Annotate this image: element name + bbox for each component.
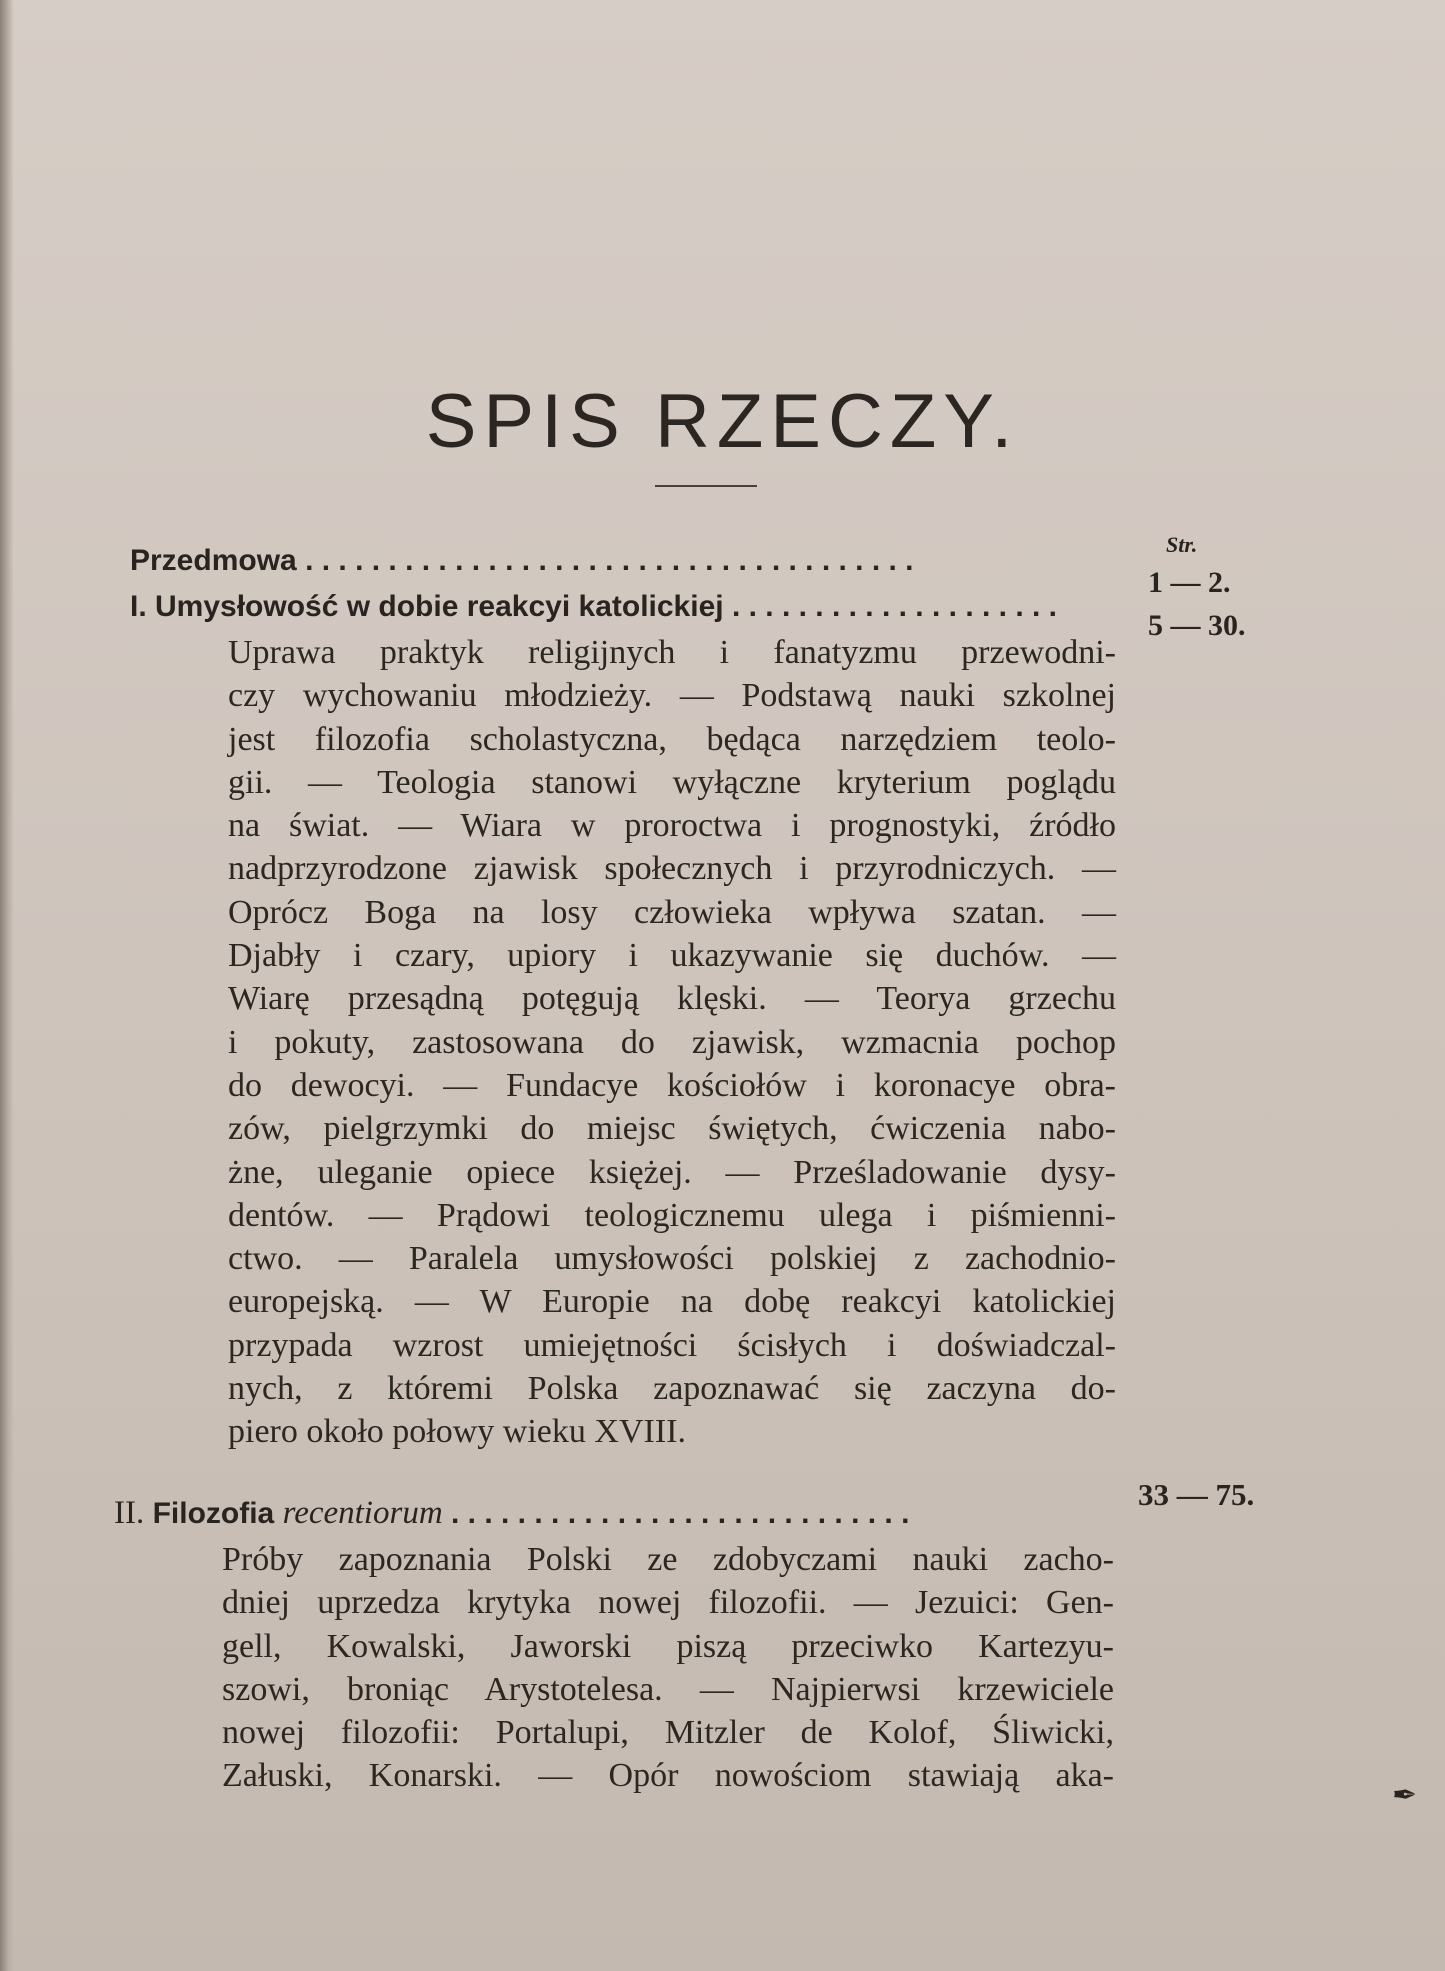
summary-line: czy wychowaniu młodzieży. — Podstawą nauki szkolnej bbox=[228, 677, 1116, 715]
toc-entry-label: I. Umysłowość w dobie reakcyi katolickiej bbox=[130, 590, 724, 623]
toc-entry-pages: 33 — 75. bbox=[1138, 1477, 1255, 1512]
toc-entry-preface bbox=[130, 544, 1150, 586]
toc-entry-label-italic: recentiorum bbox=[282, 1495, 443, 1531]
page-column-label: Str. bbox=[1166, 532, 1198, 557]
summary-line: Próby zapoznania Polski ze zdobyczami nauki zacho- bbox=[222, 1541, 1114, 1578]
summary-line: żne, uleganie opiece księżej. — Prześladowanie dysy- bbox=[228, 1153, 1116, 1191]
title-rule bbox=[655, 485, 757, 487]
toc-leader-dots: . . . . . . . . . . . . . . . . . . . . . . . . . . . . . . . . . . . . . bbox=[305, 544, 914, 577]
summary-line: gell, Kowalski, Jaworski piszą przeciwko Kartezyu- bbox=[222, 1627, 1114, 1665]
summary-line: nowej filozofii: Portalupi, Mitzler de Kolof, Śliwicki, bbox=[222, 1714, 1114, 1752]
summary-line: Załuski, Konarski. — Opór nowościom stawiają aka- bbox=[222, 1757, 1114, 1795]
page-title: SPIS RZECZY. bbox=[425, 379, 1020, 464]
summary-line: szowi, broniąc Arystotelesa. — Najpierwsi krzewiciele bbox=[222, 1670, 1114, 1708]
summary-line: Uprawa praktyk religijnych i fanatyzmu przewodni- bbox=[228, 634, 1116, 671]
summary-line: i pokuty, zastosowana do zjawisk, wzmacnia pochop bbox=[228, 1023, 1116, 1061]
toc-entry-roman: II. bbox=[114, 1495, 145, 1531]
summary-line: nadprzyrodzone zjawisk społecznych i przyrodniczych. — bbox=[228, 850, 1116, 888]
summary-line: Djabły i czary, upiory i ukazywanie się duchów. — bbox=[228, 937, 1116, 975]
page-edge-shadow bbox=[0, 0, 14, 1971]
summary-line: Wiarę przesądną potęgują klęski. — Teorya grzechu bbox=[228, 980, 1116, 1018]
summary-line: przypada wzrost umiejętności ścisłych i doświadczal- bbox=[228, 1326, 1116, 1364]
summary-line: dniej uprzedza krytyka nowej filozofii. — Jezuici: Gen- bbox=[222, 1584, 1114, 1622]
summary-line: zów, pielgrzymki do miejsc świętych, ćwiczenia nabo- bbox=[228, 1110, 1116, 1148]
ink-blot-mark: ✒ bbox=[1392, 1779, 1418, 1812]
toc-entry-chapter-2 bbox=[114, 1495, 1134, 1537]
chapter-1-summary bbox=[228, 631, 1116, 1454]
summary-line: piero około połowy wieku XVIII. bbox=[228, 1413, 686, 1451]
summary-line: dentów. — Prądowi teologicznemu ulega i piśmienni- bbox=[228, 1196, 1116, 1234]
summary-line: europejską. — W Europie na dobę reakcyi katolickiej bbox=[228, 1283, 1116, 1321]
toc-entry-chapter-1 bbox=[130, 590, 1150, 632]
toc-entry-label: Przedmowa bbox=[130, 544, 297, 577]
summary-line: gii. — Teologia stanowi wyłączne kryterium poglądu bbox=[228, 763, 1116, 801]
toc-entry-line bbox=[130, 544, 1090, 578]
summary-line: ctwo. — Paralela umysłowości polskiej z zachodnio- bbox=[228, 1240, 1116, 1278]
toc-entry-line bbox=[130, 590, 1090, 624]
summary-line: Oprócz Boga na losy człowieka wpływa szatan. — bbox=[228, 893, 1116, 931]
toc-leader-dots: . . . . . . . . . . . . . . . . . . . . . . . . . . . . bbox=[451, 1497, 910, 1530]
toc-entry-label: Filozofia bbox=[152, 1497, 275, 1530]
summary-line: jest filozofia scholastyczna, będąca narzędziem teolo- bbox=[228, 720, 1116, 758]
toc-entry-pages: 5 — 30. bbox=[1148, 609, 1246, 642]
summary-line: nych, z któremi Polska zapoznawać się zaczyna do- bbox=[228, 1370, 1116, 1408]
toc-entry-pages: 1 — 2. bbox=[1148, 566, 1231, 599]
summary-line: do dewocyi. — Fundacye kościołów i koronacye obra- bbox=[228, 1066, 1116, 1104]
toc-leader-dots: . . . . . . . . . . . . . . . . . . . . bbox=[731, 590, 1058, 623]
chapter-2-summary bbox=[222, 1538, 1114, 1798]
summary-line: na świat. — Wiara w proroctwa i prognostyki, źródło bbox=[228, 807, 1116, 845]
toc-entry-line bbox=[114, 1495, 1074, 1532]
